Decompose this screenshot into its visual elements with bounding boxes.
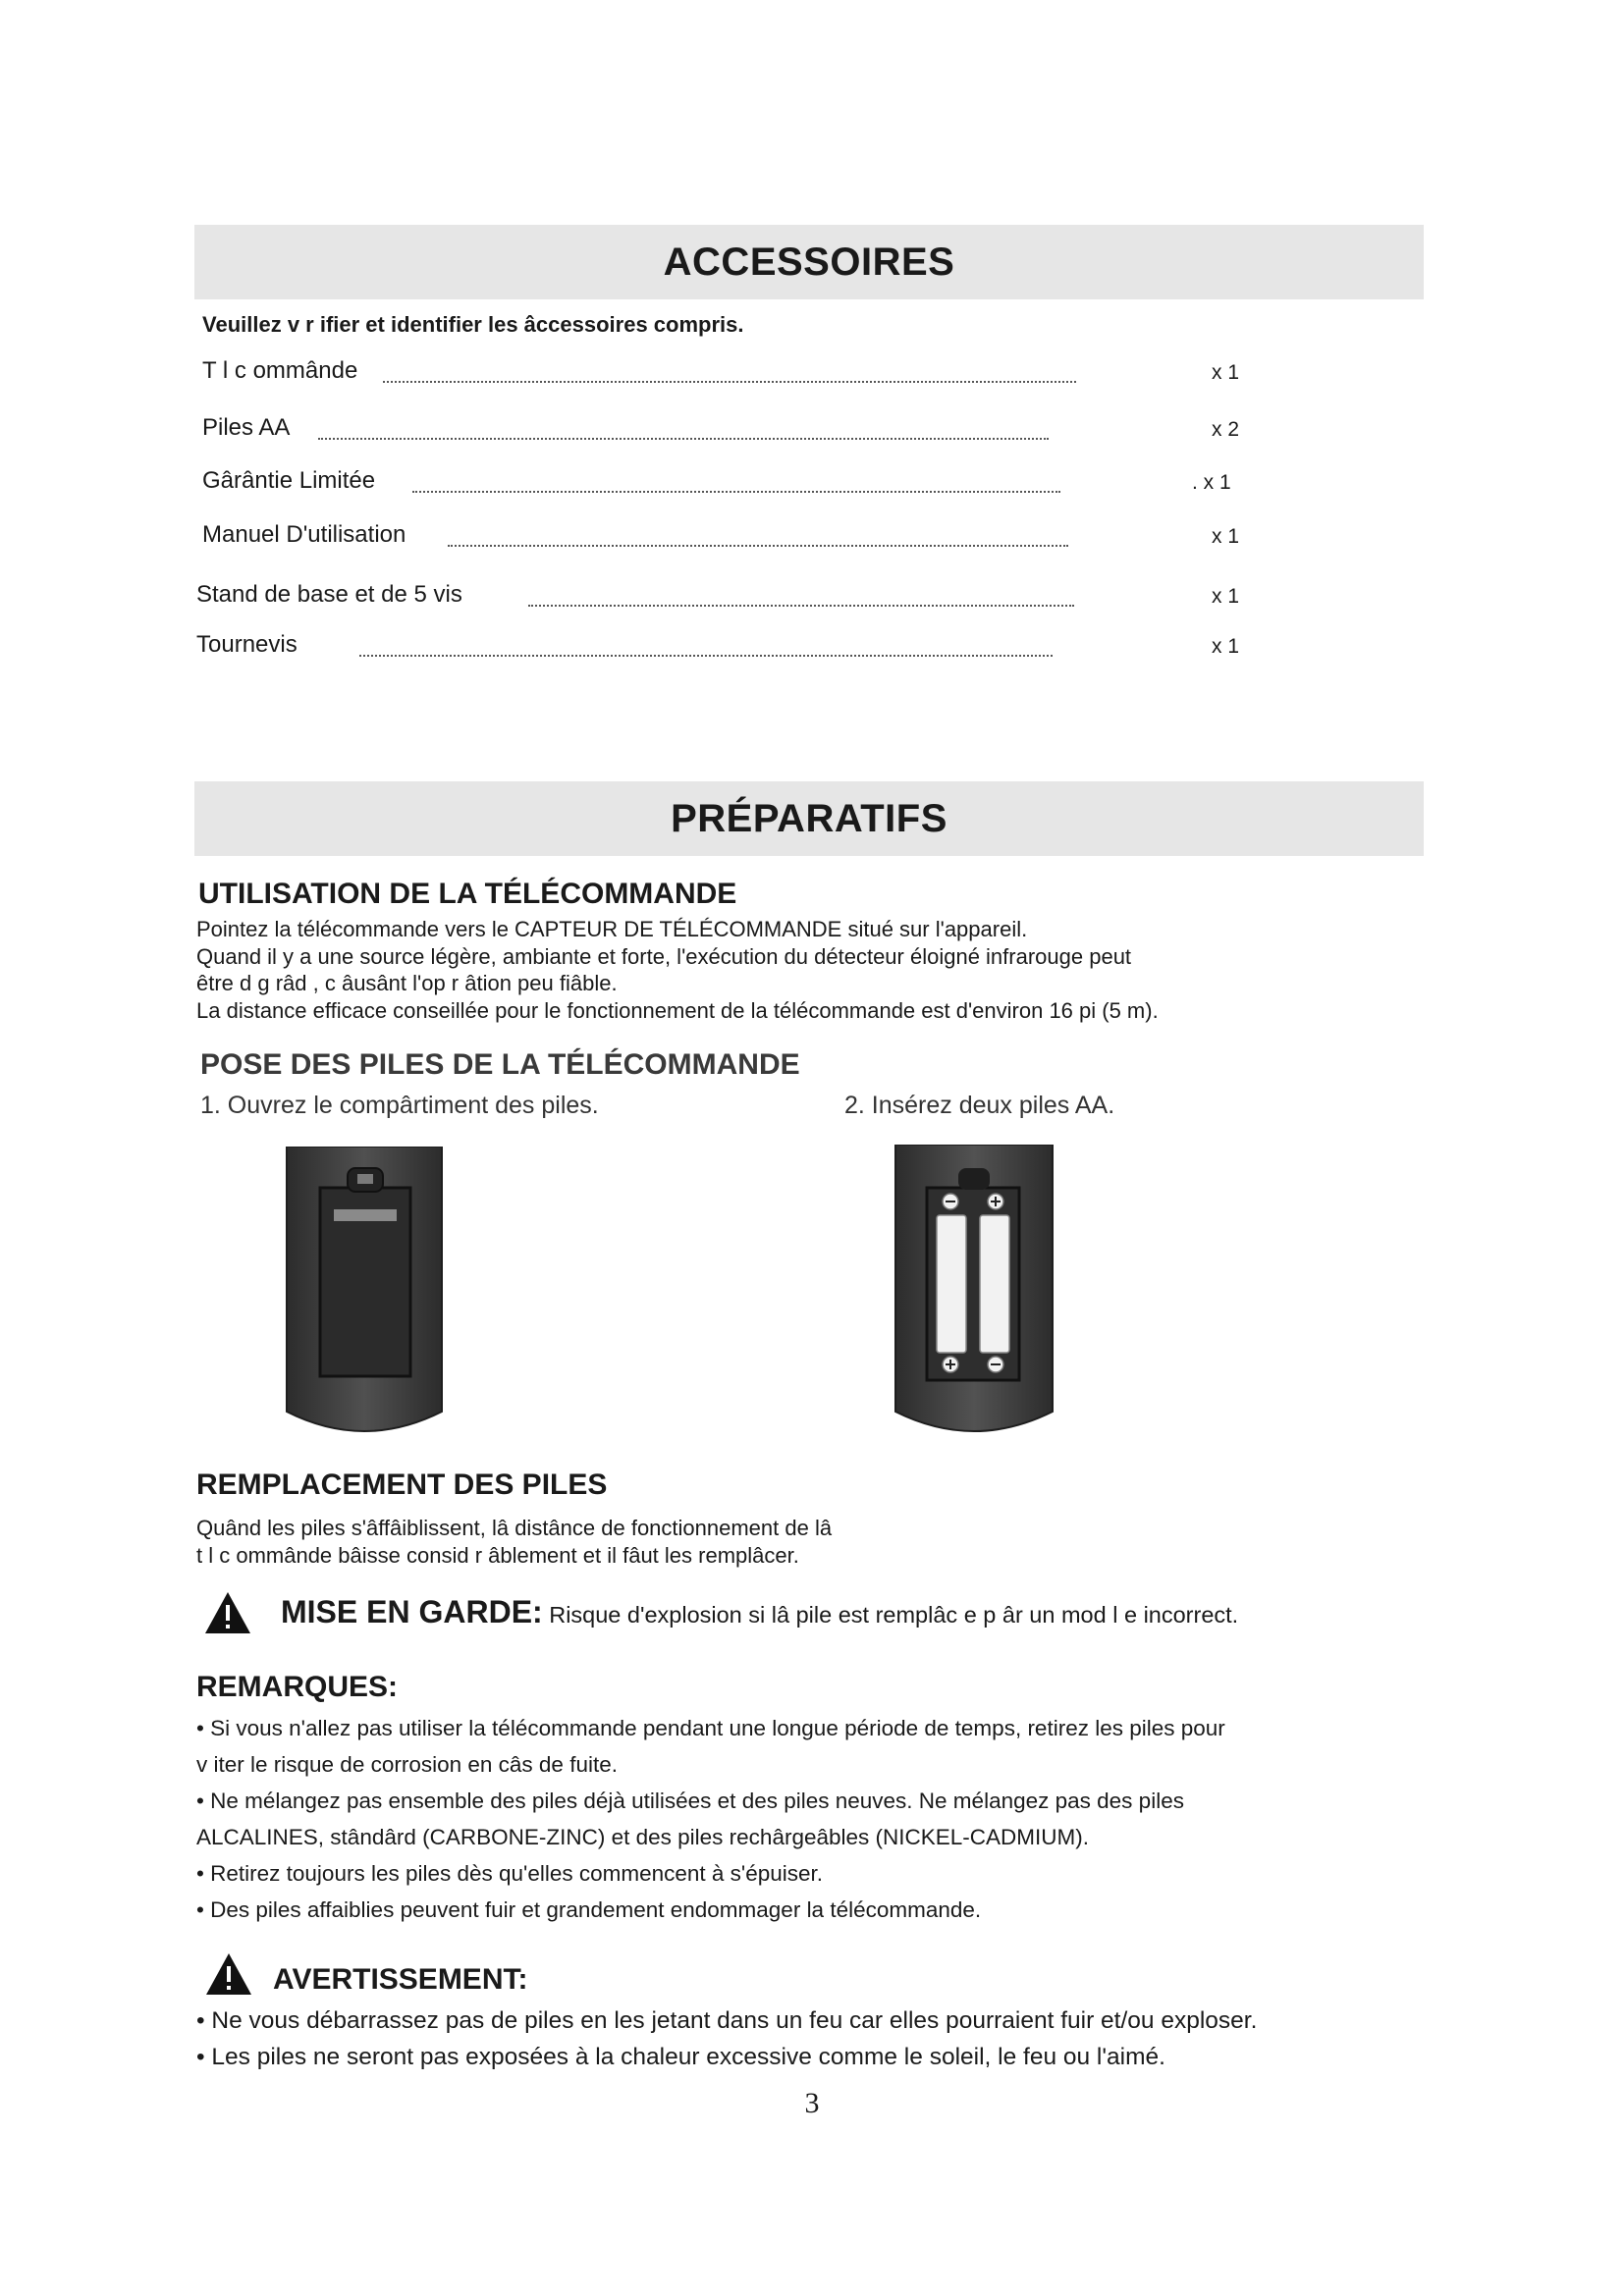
replacement-text bbox=[196, 1515, 1276, 1569]
accessories-header bbox=[194, 225, 1424, 299]
step-open-compartment: 1. Ouvrez le compârtiment des piles. bbox=[200, 1092, 599, 1119]
accessory-name: Stand de base et de 5 vis bbox=[196, 581, 462, 608]
warning-line: • Ne vous débarrassez pas de piles en les jetant dans un feu car elles pourraient fuir et/ou exploser. bbox=[196, 2007, 1258, 2034]
caution-line bbox=[281, 1594, 1238, 1630]
accessory-item bbox=[202, 521, 1263, 553]
remark-line: • Des piles affaiblies peuvent fuir et grandement endommager la télécommande. bbox=[196, 1897, 982, 1922]
accessory-qty: x 1 bbox=[1212, 585, 1240, 608]
accessory-qty: x 2 bbox=[1212, 418, 1240, 441]
battery-install-heading: POSE DES PILES DE LA TÉLÉCOMMANDE bbox=[200, 1048, 800, 1081]
accessory-item bbox=[196, 581, 1257, 613]
remarks-heading: REMARQUES: bbox=[196, 1671, 399, 1703]
remote-use-text bbox=[196, 916, 1434, 1024]
warning-triangle-icon bbox=[203, 1590, 252, 1635]
accessory-name: T l c ommânde bbox=[202, 357, 358, 384]
accessory-item bbox=[202, 357, 1263, 389]
remark-line: ALCALINES, stândârd (CARBONE-ZINC) et des piles rechârgeâbles (NICKEL-CADMIUM). bbox=[196, 1825, 1090, 1849]
text-line: être d g râd , c âusânt l'op r âtion peu fiâble. bbox=[196, 971, 618, 995]
warning-list bbox=[196, 2002, 1257, 2075]
preparatifs-header bbox=[194, 781, 1424, 856]
remote-closed-compartment-illustration bbox=[283, 1147, 446, 1443]
remark-line: • Retirez toujours les piles dès qu'elles commencent à s'épuiser. bbox=[196, 1861, 824, 1886]
text-line: Quand il y a une source légère, ambiante et forte, l'exécution du détecteur éloigné infrarouge peut bbox=[196, 943, 1132, 969]
accessory-qty: x 1 bbox=[1212, 525, 1240, 548]
dot-leader bbox=[359, 637, 1053, 657]
remark-line: • Si vous n'allez pas utiliser la télécommande pendant une longue période de temps, retirez les piles pour bbox=[196, 1716, 1225, 1740]
accessory-name: Manuel D'utilisation bbox=[202, 521, 406, 548]
warning-triangle-icon bbox=[204, 1951, 253, 1997]
remote-use-heading: UTILISATION DE LA TÉLÉCOMMANDE bbox=[198, 878, 737, 910]
accessory-qty: x 1 bbox=[1212, 361, 1240, 384]
dot-leader bbox=[448, 527, 1068, 547]
accessories-title: ACCESSOIRES bbox=[663, 240, 955, 284]
dot-leader bbox=[383, 363, 1076, 383]
accessory-name: Piles AA bbox=[202, 414, 291, 441]
text-line: t l c ommânde bâisse consid r âblement et il fâut les remplâcer. bbox=[196, 1542, 799, 1568]
accessory-item bbox=[202, 467, 1263, 499]
accessory-qty: x 1 bbox=[1212, 635, 1240, 658]
dot-leader bbox=[528, 587, 1074, 607]
accessory-item bbox=[196, 631, 1257, 663]
remarks-list bbox=[196, 1710, 1434, 1928]
accessory-name: Gârântie Limitée bbox=[202, 467, 376, 494]
accessory-name: Tournevis bbox=[196, 631, 298, 658]
page-number: 3 bbox=[804, 2087, 820, 2119]
dot-leader bbox=[318, 420, 1049, 440]
accessory-item bbox=[202, 414, 1263, 446]
warning-heading: AVERTISSEMENT: bbox=[273, 1963, 528, 1996]
preparatifs-title: PRÉPARATIFS bbox=[671, 797, 947, 840]
caution-label: MISE EN GARDE: bbox=[281, 1594, 543, 1629]
text-line: La distance efficace conseillée pour le fonctionnement de la télécommande est d'environ 16 pi (5 m). bbox=[196, 997, 1159, 1023]
caution-text: Risque d'explosion si lâ pile est remplâc e p âr un mod l e incorrect. bbox=[542, 1602, 1239, 1628]
step-insert-batteries: 2. Insérez deux piles AA. bbox=[844, 1092, 1115, 1119]
dot-leader bbox=[412, 473, 1060, 493]
text-line: Pointez la télécommande vers le CAPTEUR DE TÉLÉCOMMANDE situé sur l'appareil. bbox=[196, 917, 1028, 941]
accessories-intro: Veuillez v r ifier et identifier les âccessoires compris. bbox=[202, 312, 744, 337]
accessory-qty: . x 1 bbox=[1192, 471, 1231, 494]
warning-line: • Les piles ne seront pas exposées à la chaleur excessive comme le soleil, le feu ou l'aimé. bbox=[196, 2044, 1165, 2070]
remark-line: v iter le risque de corrosion en câs de fuite. bbox=[196, 1752, 618, 1777]
remote-open-compartment-illustration bbox=[892, 1145, 1056, 1443]
remark-line: • Ne mélangez pas ensemble des piles déjà utilisées et des piles neuves. Ne mélangez pas des piles bbox=[196, 1789, 1184, 1813]
replacement-heading: REMPLACEMENT DES PILES bbox=[196, 1468, 608, 1501]
text-line: Quând les piles s'âffâiblissent, lâ distânce de fonctionnement de lâ bbox=[196, 1516, 833, 1540]
